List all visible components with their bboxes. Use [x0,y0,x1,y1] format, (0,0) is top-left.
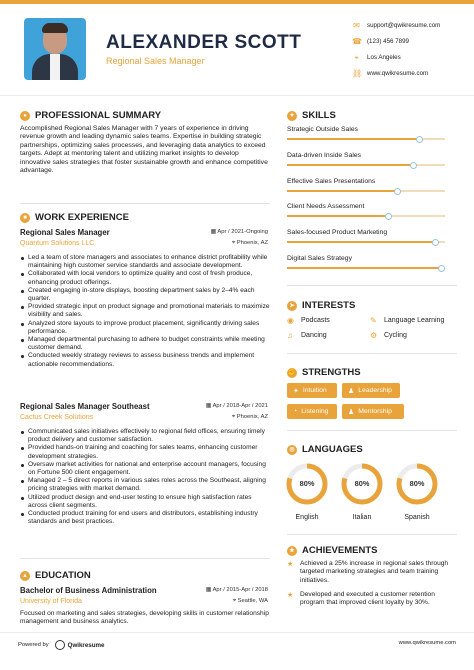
list-item: Provided hands-on training and coaching for sales teams, enhancing customer development strategies. [20,444,272,460]
strength-label: Mentorship [358,408,392,415]
skill-label: Effective Sales Presentations [287,178,376,185]
contact-website[interactable] [352,65,472,81]
people-icon: ♟ [348,387,355,395]
skill-item [287,229,445,243]
interest-cycling [370,331,407,340]
education-location [170,598,268,605]
languages-heading-text: LANGUAGES [302,444,363,455]
calendar-icon: ▦ [210,229,218,235]
trophy-icon: ★ [287,592,294,599]
job-1-bullets [20,254,272,369]
globe-icon: ◎ [287,445,297,455]
contact-phone-text: (123) 456 7899 [367,37,409,45]
education-location-text: Seattle, WA [237,598,268,604]
skill-item [287,178,445,192]
calendar-icon: ▦ [205,587,213,593]
top-accent-bar [0,0,474,4]
muscle-icon: ✊ [288,369,296,376]
language-english [285,462,329,521]
strength-label: Intuition [302,387,327,394]
skill-label: Sales-focused Product Marketing [287,229,388,236]
candidate-role: Regional Sales Manager [106,56,205,66]
skill-fill [287,190,398,192]
list-item: Communicated sales initiatives effectively to regional field offices, ensuring timely product delivery and customer satisfaction. [20,428,272,444]
job-1-location [170,240,268,247]
location-icon: ⌖ [231,414,237,420]
languages-divider [287,534,457,535]
skill-item [287,203,445,217]
list-item: Conducted weekly strategy reviews to assess business trends and implement actionable recommendations. [20,352,272,368]
calendar-icon: ▦ [205,403,213,409]
language-name: Italian [352,514,372,521]
briefcase-icon: ■ [20,213,30,223]
skill-knob [394,188,401,195]
interests-heading [287,300,355,311]
list-item: Analyzed store layouts to improve product placement, significantly driving sales performance. [20,320,272,336]
job-1-dates-text: Apr / 2021-Ongoing [217,229,268,235]
interest-label: Dancing [301,332,327,339]
list-item: Led a team of store managers and associates to enhance district profitability while maintaining high customer service standards and associate development. [20,254,272,270]
location-icon: ⌖ [231,240,237,246]
education-school: University of Florida [20,598,82,605]
job-1-location-text: Phoenix, AZ [236,240,268,246]
language-spanish [395,462,439,521]
education-heading-text: EDUCATION [35,570,91,581]
skill-track [287,241,445,243]
photo-hair [42,23,68,33]
skill-item [287,152,445,166]
skill-label: Client Needs Assessment [287,203,365,210]
skills-divider [287,285,457,286]
brand-name: Qwikresume [67,641,105,649]
strength-label: Leadership [358,387,392,394]
skill-track [287,215,445,217]
footer-url[interactable]: www.qwikresume.com [398,640,456,646]
skill-knob [416,136,423,143]
list-item: Created engaging in-store displays, boosting department sales by 2–4% each quarter. [20,287,272,303]
dance-icon: ♫ [287,331,293,340]
candidate-name: ALEXANDER SCOTT [106,32,302,53]
job-1-title: Regional Sales Manager [20,228,110,237]
skill-knob [432,239,439,246]
language-name: Spanish [404,514,430,521]
language-percent: 80% [354,479,370,488]
interest-language-learning [370,316,444,325]
list-item: Provided strategic input on product signage and promotional materials to maximize visibility and sales. [20,303,272,319]
contact-email[interactable] [352,17,472,33]
skill-track [287,164,445,166]
skill-item [287,255,445,269]
skill-knob [385,213,392,220]
interest-label: Podcasts [301,317,330,324]
achievement-item [287,591,457,608]
location-icon: ⌖ [354,52,359,62]
achievements-heading [287,545,377,556]
achievements-heading-text: ACHIEVEMENTS [302,545,378,556]
list-item: Managed departmental purchasing to adhere to budget constraints while meeting customer demand. [20,336,272,352]
trophy-icon: ★ [287,561,294,568]
list-item: Collaborated with local vendors to optimize quality and cost of fresh produce, enhancing product offerings. [20,270,272,286]
profile-photo [24,18,86,80]
strengths-divider [287,430,457,431]
language-italian [340,462,384,521]
lightbulb-icon: ✦ [293,387,299,395]
skill-knob [438,265,445,272]
location-icon: ⌖ [232,598,238,604]
footer-powered-by [18,640,104,650]
job-2-location [170,414,268,421]
education-heading [20,570,91,581]
experience-divider [20,558,270,559]
lightbulb-icon: ✦ [287,111,297,121]
list-item: Utilized product design and end-user testing to ensure high satisfaction rates across client segments. [20,494,272,510]
strength-chip-intuition [287,383,337,398]
header-divider [0,95,474,96]
language-percent: 80% [299,479,315,488]
rocket-icon: ➤ [287,301,297,311]
contact-email-text: support@qwikresume.com [367,21,441,29]
contact-website-text: www.qwikresume.com [367,69,429,77]
strengths-heading-text: STRENGTHS [302,367,361,378]
contact-location-text: Los Angeles [367,53,401,61]
skill-label: Data-driven Inside Sales [287,152,362,159]
skill-fill [287,241,436,243]
job-1-dates [170,229,268,235]
trophy-icon: ★ [287,546,297,556]
graduation-cap-icon: ▲ [20,571,30,581]
contact-location [352,49,472,65]
experience-heading-text: WORK EXPERIENCE [35,212,129,223]
job-1-company: Quantum Solutions LLC [20,240,95,247]
skill-fill [287,164,413,166]
education-dates-text: Apr / 2015-Apr / 2018 [212,587,268,593]
summary-heading-text: PROFESSIONAL SUMMARY [35,110,162,121]
achievement-text: Achieved a 25% increase in regional sales through targeted marketing strategies and team training initiatives. [300,560,449,584]
job-2-dates [170,403,268,409]
list-item: Managed 2 – 5 direct reports in various sales roles across the Southeast, aligning pricing strategies with market demand. [20,477,272,493]
achievement-text: Developed and executed a customer retention program that improved client loyalty by 30%. [300,591,435,607]
skill-knob [410,162,417,169]
mail-icon: ✉ [353,20,360,30]
mentor-icon: ♟ [348,408,355,416]
skill-fill [287,267,442,269]
link-icon: ⛓ [352,68,363,78]
skill-label: Digital Sales Strategy [287,255,352,262]
footer-divider [0,632,474,633]
interest-dancing [287,331,327,340]
podcast-icon: ◉ [287,316,294,325]
strength-chip-leadership [342,383,400,398]
job-2-company: Cactus Creek Solutions [20,414,94,421]
job-2-bullets [20,428,272,526]
achievement-item [287,560,457,585]
job-2-title: Regional Sales Manager Southeast [20,402,150,411]
interests-heading-text: INTERESTS [302,300,356,311]
powered-by-text: Powered by [18,642,49,648]
summary-heading [20,110,161,121]
skill-track [287,267,445,269]
interest-label: Language Learning [384,317,445,324]
contact-phone[interactable] [352,33,472,49]
strength-chip-mentorship [342,404,404,419]
education-degree: Bachelor of Business Administration [20,586,157,595]
languages-heading [287,444,363,455]
experience-heading [20,212,129,223]
education-dates [170,587,268,593]
summary-text: Accomplished Regional Sales Manager with 7 years of experience in driving revenue growth and leading dynamic sales teams. Expertise in building strategic partnerships, optimizing sales processes, and leveraging data analytics to exceed targets. Adept at mentoring talent and utilizing market insights to develop innovative sales strategies that foster sustainable growth and enhance competitive advantage. [20,125,268,175]
skills-heading-text: SKILLS [302,110,336,121]
list-item: Oversaw market activities for national and enterprise account managers, focusing on Fortune 500 client engagement. [20,461,272,477]
qwikresume-logo-icon [55,640,65,650]
job-2-location-text: Phoenix, AZ [236,414,268,420]
interests-divider [287,353,457,354]
person-icon: ● [20,111,30,121]
language-name: English [295,514,319,521]
skill-item [287,126,445,140]
strength-chip-listening [287,404,337,419]
skills-heading [287,110,336,121]
strengths-heading [287,367,361,378]
skill-fill [287,138,420,140]
interest-label: Cycling [384,332,407,339]
photo-shirt [50,54,60,80]
phone-icon: ☎ [352,36,362,46]
summary-divider [20,203,270,204]
job-2-dates-text: Apr / 2018-Apr / 2021 [212,403,268,409]
language-percent: 80% [409,479,425,488]
contact-list [352,17,472,81]
strength-label: Listening [301,408,329,415]
skill-track [287,138,445,140]
ear-icon: ◔ [293,408,298,415]
language-icon: ✎ [370,316,377,325]
interest-podcasts [287,316,330,325]
bicycle-icon: ⚙ [370,331,378,340]
skill-label: Strategic Outside Sales [287,126,359,133]
skill-fill [287,215,388,217]
education-text: Focused on marketing and sales strategies, developing skills in customer relationship management and business analytics. [20,610,269,626]
skill-track [287,190,445,192]
list-item: Conducted product training for end users and distributors, establishing industry standards and best practices. [20,510,272,526]
